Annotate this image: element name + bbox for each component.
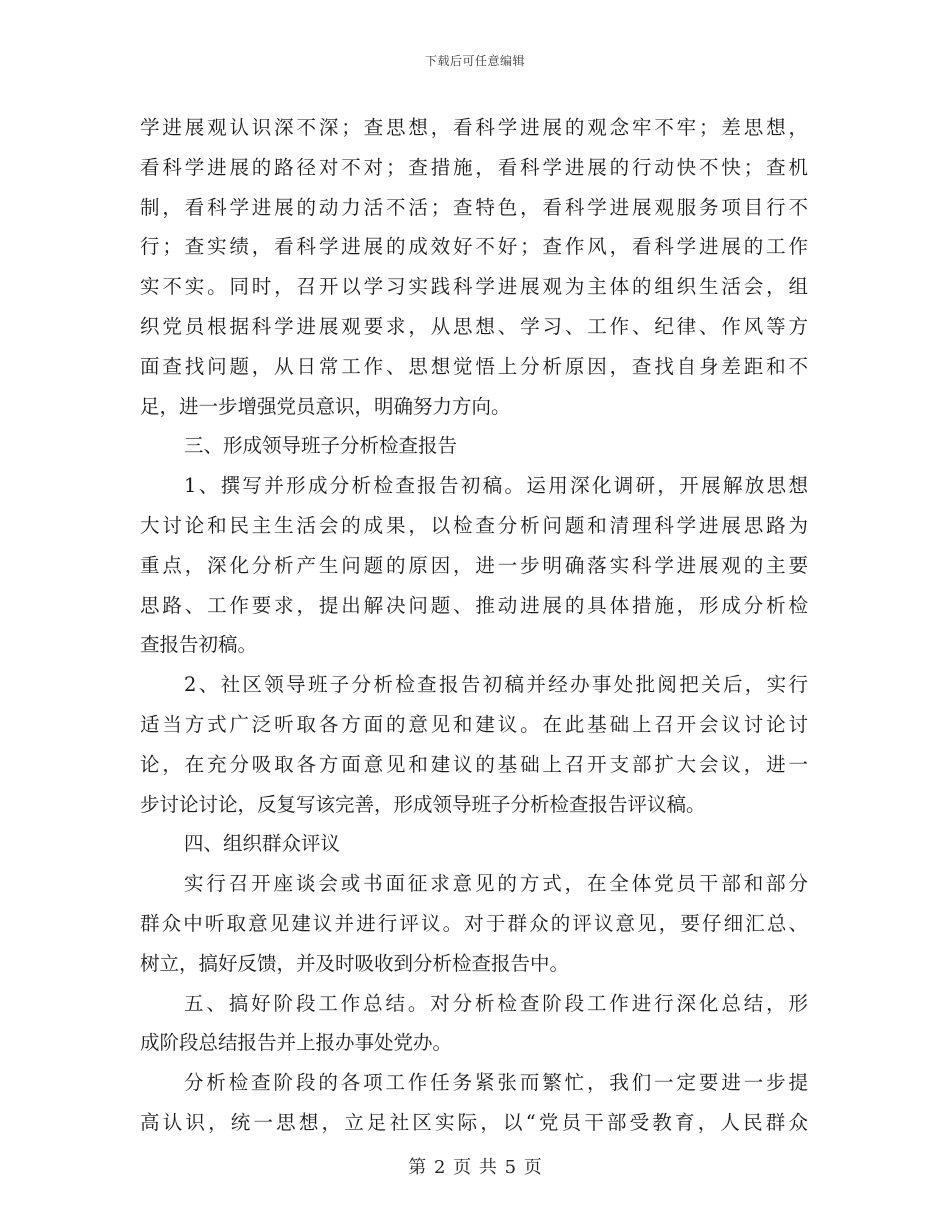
text-line: 成阶段总结报告并上报办事处党办。 [140, 1031, 453, 1055]
document-body [140, 108, 808, 1143]
text-line: 步讨论讨论，反复写该完善，形成领导班子分析检查报告评议稿。 [140, 792, 706, 816]
text-line: 实不实。同时，召开以学习实践科学进展观为主体的组织生活会，组 [140, 275, 808, 299]
text-line: 2、社区领导班子分析检查报告初稿并经办事处批阅把关后，实行 [184, 673, 808, 697]
text-line: 织党员根据科学进展观要求，从思想、学习、工作、纪律、作风等方 [140, 314, 808, 338]
text-line: 树立，搞好反馈，并及时吸收到分析检查报告中。 [140, 951, 570, 975]
text-line: 重点，深化分析产生问题的原因，进一步明确落实科学进展观的主要 [140, 553, 808, 577]
text-line: 面查找问题，从日常工作、思想觉悟上分析原因，查找自身差距和不 [140, 354, 808, 378]
text-line: 论，在充分吸取各方面意见和建议的基础上召开支部扩大会议，进一 [140, 752, 808, 776]
page-header: 下载后可任意编辑 [424, 54, 525, 68]
text-line: 看科学进展的路径对不对；查措施，看科学进展的行动快不快；查机 [140, 155, 808, 179]
section-heading: 四、组织群众评议 [184, 832, 341, 856]
text-line: 适当方式广泛听取各方面的意见和建议。在此基础上召开会议讨论讨 [140, 712, 808, 736]
section-heading: 三、形成领导班子分析检查报告 [184, 434, 458, 458]
section-heading: 五、搞好阶段工作总结。对分析检查阶段工作进行深化总结，形 [184, 991, 808, 1015]
text-line: 行；查实绩，看科学进展的成效好不好；查作风，看科学进展的工作 [140, 235, 808, 259]
text-line: 实行召开座谈会或书面征求意见的方式，在全体党员干部和部分 [184, 872, 808, 896]
text-line: 1、撰写并形成分析检查报告初稿。运用深化调研，开展解放思想 [184, 474, 808, 498]
text-line: 分析检查阶段的各项工作任务紧张而繁忙，我们一定要进一步提 [184, 1071, 808, 1095]
text-line: 学进展观认识深不深；查思想，看科学进展的观念牢不牢；差思想， [140, 116, 808, 139]
text-line: 群众中听取意见建议并进行评议。对于群众的评议意见，要仔细汇总、 [140, 911, 808, 935]
text-line: 足，进一步增强党员意识，明确努力方向。 [140, 394, 511, 418]
text-line: 制，看科学进展的动力活不活；查特色，看科学进展观服务项目行不 [140, 195, 808, 219]
page-number: 第 2 页 共 5 页 [408, 1157, 542, 1178]
text-line: 高认识，统一思想，立足社区实际，以“党员干部受教育，人民群众 [140, 1110, 808, 1134]
text-line: 思路、工作要求，提出解决问题、推动进展的具体措施，形成分析检 [140, 593, 808, 617]
text-line: 查报告初稿。 [140, 633, 258, 657]
text-line: 大讨论和民主生活会的成果，以检查分析问题和清理科学进展思路为 [140, 513, 808, 537]
